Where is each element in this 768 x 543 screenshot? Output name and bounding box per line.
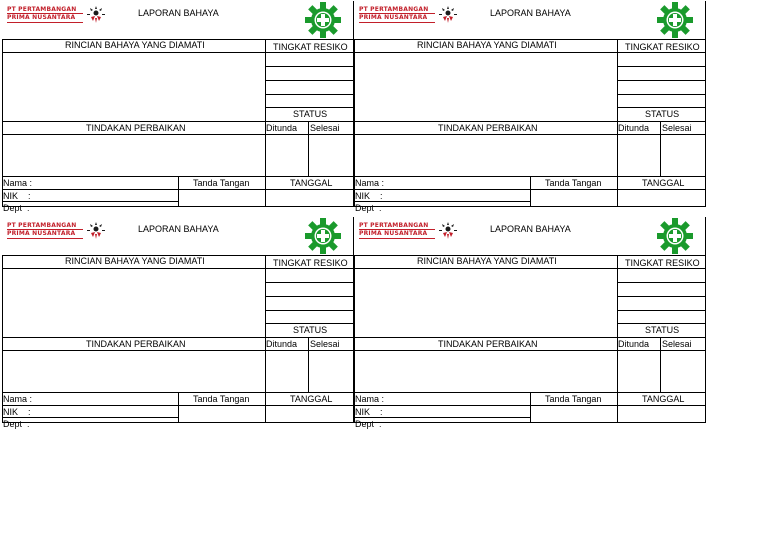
signature-label: Tanda Tangan: [545, 394, 602, 404]
risk-level-header: TINGKAT RESIKO: [273, 42, 348, 52]
nik-label: NIK :: [3, 191, 31, 201]
status-header: STATUS: [645, 325, 680, 335]
nik-label: NIK :: [355, 191, 383, 201]
company-name-line1: PT PERTAMBANGAN: [359, 6, 429, 13]
signature-label: Tanda Tangan: [193, 178, 250, 188]
date-label: TANGGAL: [290, 394, 333, 404]
details-header: RINCIAN BAHAYA YANG DIAMATI: [417, 40, 557, 50]
company-logo: [7, 222, 107, 240]
date-label: TANGGAL: [642, 178, 685, 188]
company-logo-icon: [439, 6, 457, 23]
hazard-report-form-2: [354, 1, 706, 213]
company-logo: [7, 6, 107, 24]
corrective-action-header: TINDAKAN PERBAIKAN: [86, 123, 186, 133]
company-name-line2: PRIMA NUSANTARA: [359, 14, 428, 21]
company-logo: [359, 222, 459, 240]
nik-label: NIK :: [355, 407, 383, 417]
date-label: TANGGAL: [290, 178, 333, 188]
risk-level-header: TINGKAT RESIKO: [625, 42, 700, 52]
hazard-report-form-1: [2, 1, 354, 213]
safety-cross-gear-icon: [657, 2, 693, 38]
name-label: Nama :: [355, 394, 385, 404]
status-header: STATUS: [293, 109, 328, 119]
dept-label: Dept :: [3, 203, 30, 213]
safety-cross-gear-icon: [305, 218, 341, 254]
status-done-label: Selesai: [662, 123, 692, 133]
status-done-label: Selesai: [662, 339, 692, 349]
company-logo-icon: [87, 222, 105, 239]
company-logo-icon: [439, 222, 457, 239]
safety-cross-gear-icon: [305, 2, 341, 38]
dept-label: Dept :: [355, 203, 382, 213]
name-label: Nama :: [355, 178, 385, 188]
risk-level-header: TINGKAT RESIKO: [625, 258, 700, 268]
name-label: Nama :: [3, 394, 33, 404]
status-postponed-label: Ditunda: [618, 123, 650, 133]
date-label: TANGGAL: [642, 394, 685, 404]
form-title: LAPORAN BAHAYA: [138, 224, 219, 234]
status-postponed-label: Ditunda: [266, 123, 298, 133]
corrective-action-header: TINDAKAN PERBAIKAN: [438, 123, 538, 133]
company-name-line1: PT PERTAMBANGAN: [7, 6, 77, 13]
nik-label: NIK :: [3, 407, 31, 417]
status-postponed-label: Ditunda: [266, 339, 298, 349]
status-postponed-label: Ditunda: [618, 339, 650, 349]
corrective-action-header: TINDAKAN PERBAIKAN: [86, 339, 186, 349]
details-header: RINCIAN BAHAYA YANG DIAMATI: [65, 40, 205, 50]
status-done-label: Selesai: [310, 339, 340, 349]
company-name-line2: PRIMA NUSANTARA: [7, 230, 76, 237]
hazard-report-form-3: [2, 217, 354, 429]
company-name-line1: PT PERTAMBANGAN: [7, 222, 77, 229]
company-logo-icon: [87, 6, 105, 23]
safety-cross-gear-icon: [657, 218, 693, 254]
company-logo: [359, 6, 459, 24]
company-name-line2: PRIMA NUSANTARA: [7, 14, 76, 21]
signature-label: Tanda Tangan: [545, 178, 602, 188]
company-name-line1: PT PERTAMBANGAN: [359, 222, 429, 229]
status-header: STATUS: [293, 325, 328, 335]
signature-label: Tanda Tangan: [193, 394, 250, 404]
name-label: Nama :: [3, 178, 33, 188]
dept-label: Dept :: [3, 419, 30, 429]
details-header: RINCIAN BAHAYA YANG DIAMATI: [65, 256, 205, 266]
risk-level-header: TINGKAT RESIKO: [273, 258, 348, 268]
dept-label: Dept :: [355, 419, 382, 429]
hazard-report-form-4: [354, 217, 706, 429]
form-title: LAPORAN BAHAYA: [490, 224, 571, 234]
form-title: LAPORAN BAHAYA: [138, 8, 219, 18]
details-header: RINCIAN BAHAYA YANG DIAMATI: [417, 256, 557, 266]
status-done-label: Selesai: [310, 123, 340, 133]
form-title: LAPORAN BAHAYA: [490, 8, 571, 18]
company-name-line2: PRIMA NUSANTARA: [359, 230, 428, 237]
corrective-action-header: TINDAKAN PERBAIKAN: [438, 339, 538, 349]
status-header: STATUS: [645, 109, 680, 119]
